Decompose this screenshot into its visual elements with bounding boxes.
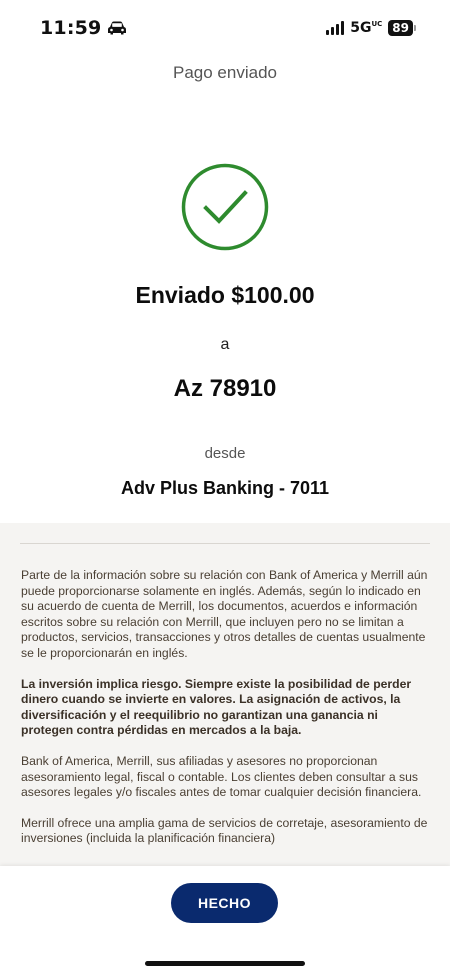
status-bar	[0, 0, 450, 56]
done-button[interactable]: HECHO	[171, 883, 278, 923]
car-icon	[107, 20, 127, 36]
signal-icon	[326, 21, 344, 35]
disclosure-services: Merrill ofrece una amplia gama de servicios de corretaje, asesoramiento de inversiones (incluida la planificación financiera)	[21, 815, 428, 846]
battery-level: 89	[388, 20, 413, 36]
disclosure-language: Parte de la información sobre su relación con Bank of America y Merrill aún puede proporcionarse solamente en inglés. Además, según lo indicado en su acuerdo de cuenta de Merrill, los documentos, acuerdos e información escritos sobre su relación con Merrill, que incluyen pero no se limitan a productos, servicios, transacciones y otros detalles de cuentas usualmente se le proporcionarán en inglés.	[21, 568, 428, 660]
from-label: desde	[204, 445, 246, 462]
disclosure-legal-advice: Bank of America, Merrill, sus afiliadas y asesores no proporcionan asesoramiento legal, fiscal o contable. Los clientes deben consultar a sus asesores legales y/o fiscales antes de tomar cualquier decisión financiera.	[21, 753, 422, 800]
page-title: Pago enviado	[173, 63, 277, 82]
to-label: a	[220, 336, 230, 353]
battery-icon	[388, 20, 416, 36]
home-indicator[interactable]	[145, 961, 305, 966]
bottom-bar	[0, 866, 450, 975]
recipient-name: Az 78910	[173, 375, 277, 402]
checkmark-circle-icon	[181, 163, 269, 251]
clock: 11:59	[40, 17, 102, 39]
source-account: Adv Plus Banking - 7011	[120, 478, 330, 498]
sent-amount: Enviado $100.00	[135, 282, 315, 308]
disclosure-panel[interactable]	[0, 523, 450, 868]
divider	[20, 543, 430, 544]
time-group	[40, 17, 127, 39]
network-indicator: $5G^{UC}$	[350, 20, 383, 36]
disclosure-text	[21, 568, 433, 862]
disclosure-investment-risk: La inversión implica riesgo. Siempre existe la posibilidad de perder dinero cuando se invierte en valores. La asignación de activos, la diversificación y el reequilibrio no garantizan una ganancia ni protegen contra pérdidas en mercados a la baja.	[21, 676, 412, 738]
status-indicators	[326, 20, 416, 36]
